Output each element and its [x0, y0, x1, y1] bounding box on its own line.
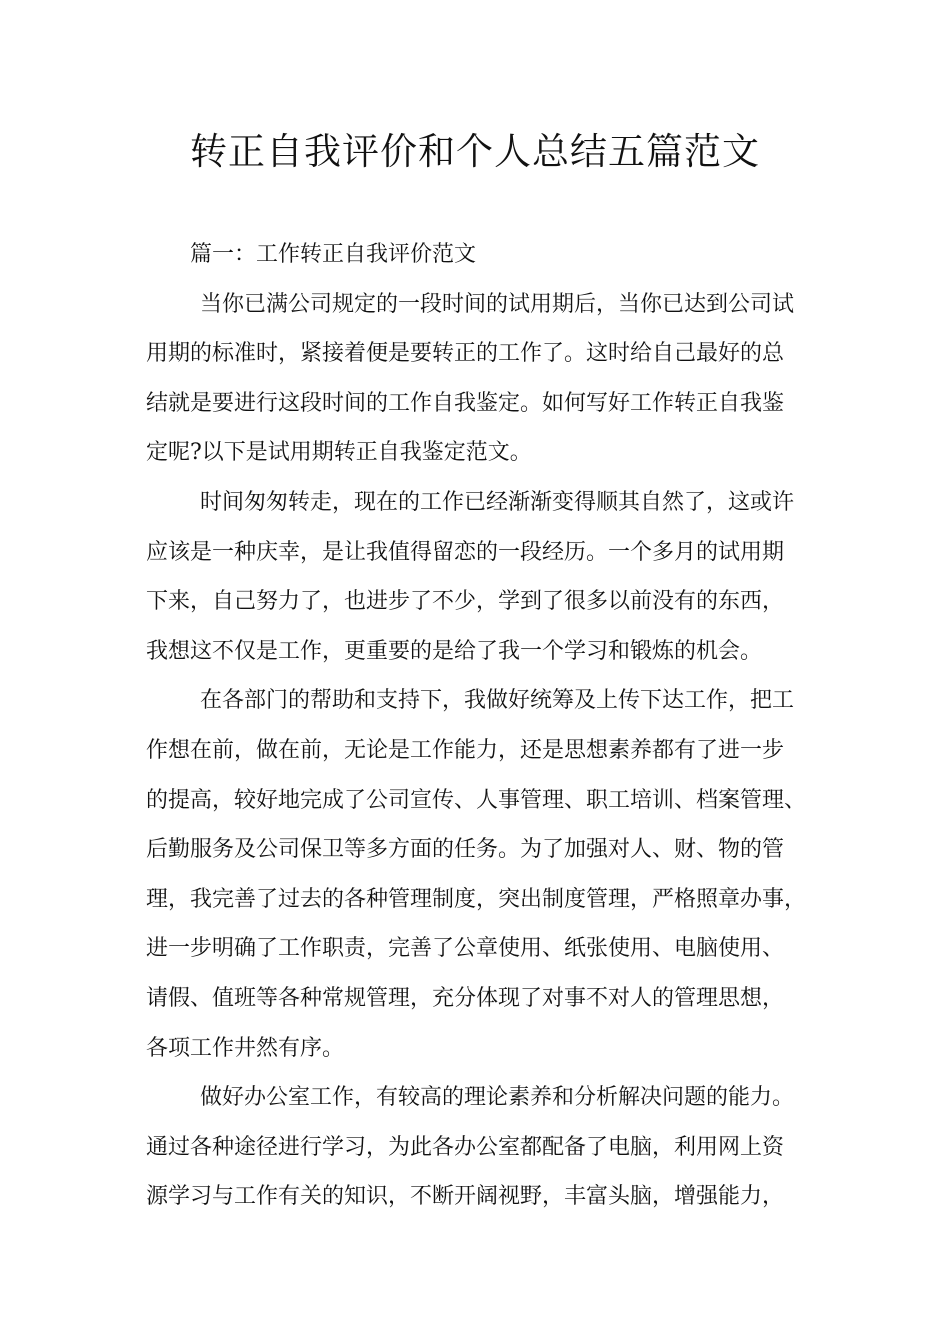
section-heading: 篇一：工作转正自我评价范文 — [190, 242, 477, 267]
text-line: 各项工作井然有序。 — [146, 1035, 345, 1061]
text-line: 定呢?以下是试用期转正自我鉴定范文。 — [146, 440, 532, 466]
text-line: 时间匆匆转走，现在的工作已经渐渐变得顺其自然了，这或许 — [200, 489, 795, 515]
text-line: 理，我完善了过去的各种管理制度，突出制度管理，严格照章办事， — [146, 886, 807, 912]
text-line: 用期的标准时，紧接着便是要转正的工作了。这时给自己最好的总 — [146, 341, 785, 367]
document-body — [146, 230, 834, 1222]
text-line: 下来，自己努力了，也进步了不少，学到了很多以前没有的东西， — [146, 589, 785, 615]
document-title: 转正自我评价和个人总结五篇范文 — [190, 130, 760, 173]
text-line: 在各部门的帮助和支持下，我做好统筹及上传下达工作，把工 — [200, 688, 795, 714]
text-line: 当你已满公司规定的一段时间的试用期后，当你已达到公司试 — [200, 291, 795, 317]
text-line: 我想这不仅是工作，更重要的是给了我一个学习和锻炼的机会。 — [146, 638, 763, 664]
text-line: 应该是一种庆幸，是让我值得留恋的一段经历。一个多月的试用期 — [146, 539, 785, 565]
text-line: 后勤服务及公司保卫等多方面的任务。为了加强对人、财、物的管 — [146, 837, 785, 863]
text-line: 请假、值班等各种常规管理，充分体现了对事不对人的管理思想， — [146, 985, 785, 1011]
text-line: 通过各种途径进行学习，为此各办公室都配备了电脑，利用网上资 — [146, 1134, 785, 1160]
text-line: 的提高，较好地完成了公司宣传、人事管理、职工培训、档案管理、 — [146, 787, 807, 813]
text-line: 进一步明确了工作职责，完善了公章使用、纸张使用、电脑使用、 — [146, 936, 785, 962]
text-line: 作想在前，做在前，无论是工作能力，还是思想素养都有了进一步 — [146, 737, 785, 763]
text-line: 源学习与工作有关的知识，不断开阔视野，丰富头脑，增强能力， — [146, 1184, 785, 1210]
text-line: 做好办公室工作，有较高的理论素养和分析解决问题的能力。 — [200, 1085, 795, 1111]
text-line: 结就是要进行这段时间的工作自我鉴定。如何写好工作转正自我鉴 — [146, 390, 785, 416]
